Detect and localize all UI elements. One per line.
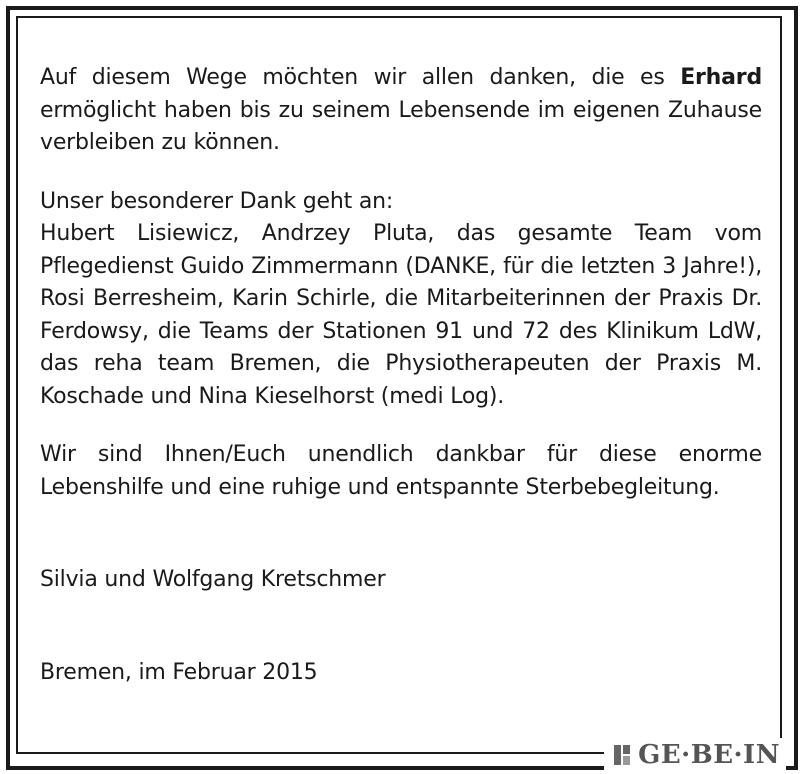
closing-paragraph: Wir sind Ihnen/Euch unendlich dankbar für diese enorme Lebenshilfe und eine ruhige und entspannte Sterbebegleitung. bbox=[40, 442, 762, 500]
deceased-name: Erhard bbox=[680, 65, 762, 90]
thanks-list: Hubert Lisiewicz, Andrzey Pluta, das gesamte Team vom Pflegedienst Guido Zimmermann (DANKE, für die letzten 3 Jahre!), Rosi Berresheim, Karin Schirle, die Mitarbeiterinnen der Praxis Dr. Ferdowsy, die Teams der Stationen 91 und 72 des Klinikum LdW, das reha team Bremen, die Physiotherapeuten der Praxis M. Koschade und Nina Kieselhorst (medi Log). bbox=[40, 221, 762, 409]
place-date: Bremen, im Februar 2015 bbox=[40, 659, 318, 685]
intro-paragraph bbox=[40, 62, 762, 160]
gebein-figure-icon bbox=[612, 744, 632, 766]
notice-text bbox=[40, 62, 762, 689]
thanks-heading: Unser besonderer Dank geht an: bbox=[40, 188, 394, 214]
gebein-logo-text: GE·BE·IN bbox=[638, 740, 780, 770]
gebein-logo bbox=[604, 738, 786, 772]
intro-text-end: ermöglicht haben bis zu seinem Lebensende im eigenen Zuhause verbleiben zu können. bbox=[40, 97, 762, 155]
signature: Silvia und Wolfgang Kretschmer bbox=[40, 567, 386, 592]
intro-text-start: Auf diesem Wege möchten wir allen danken, die es bbox=[40, 65, 681, 90]
